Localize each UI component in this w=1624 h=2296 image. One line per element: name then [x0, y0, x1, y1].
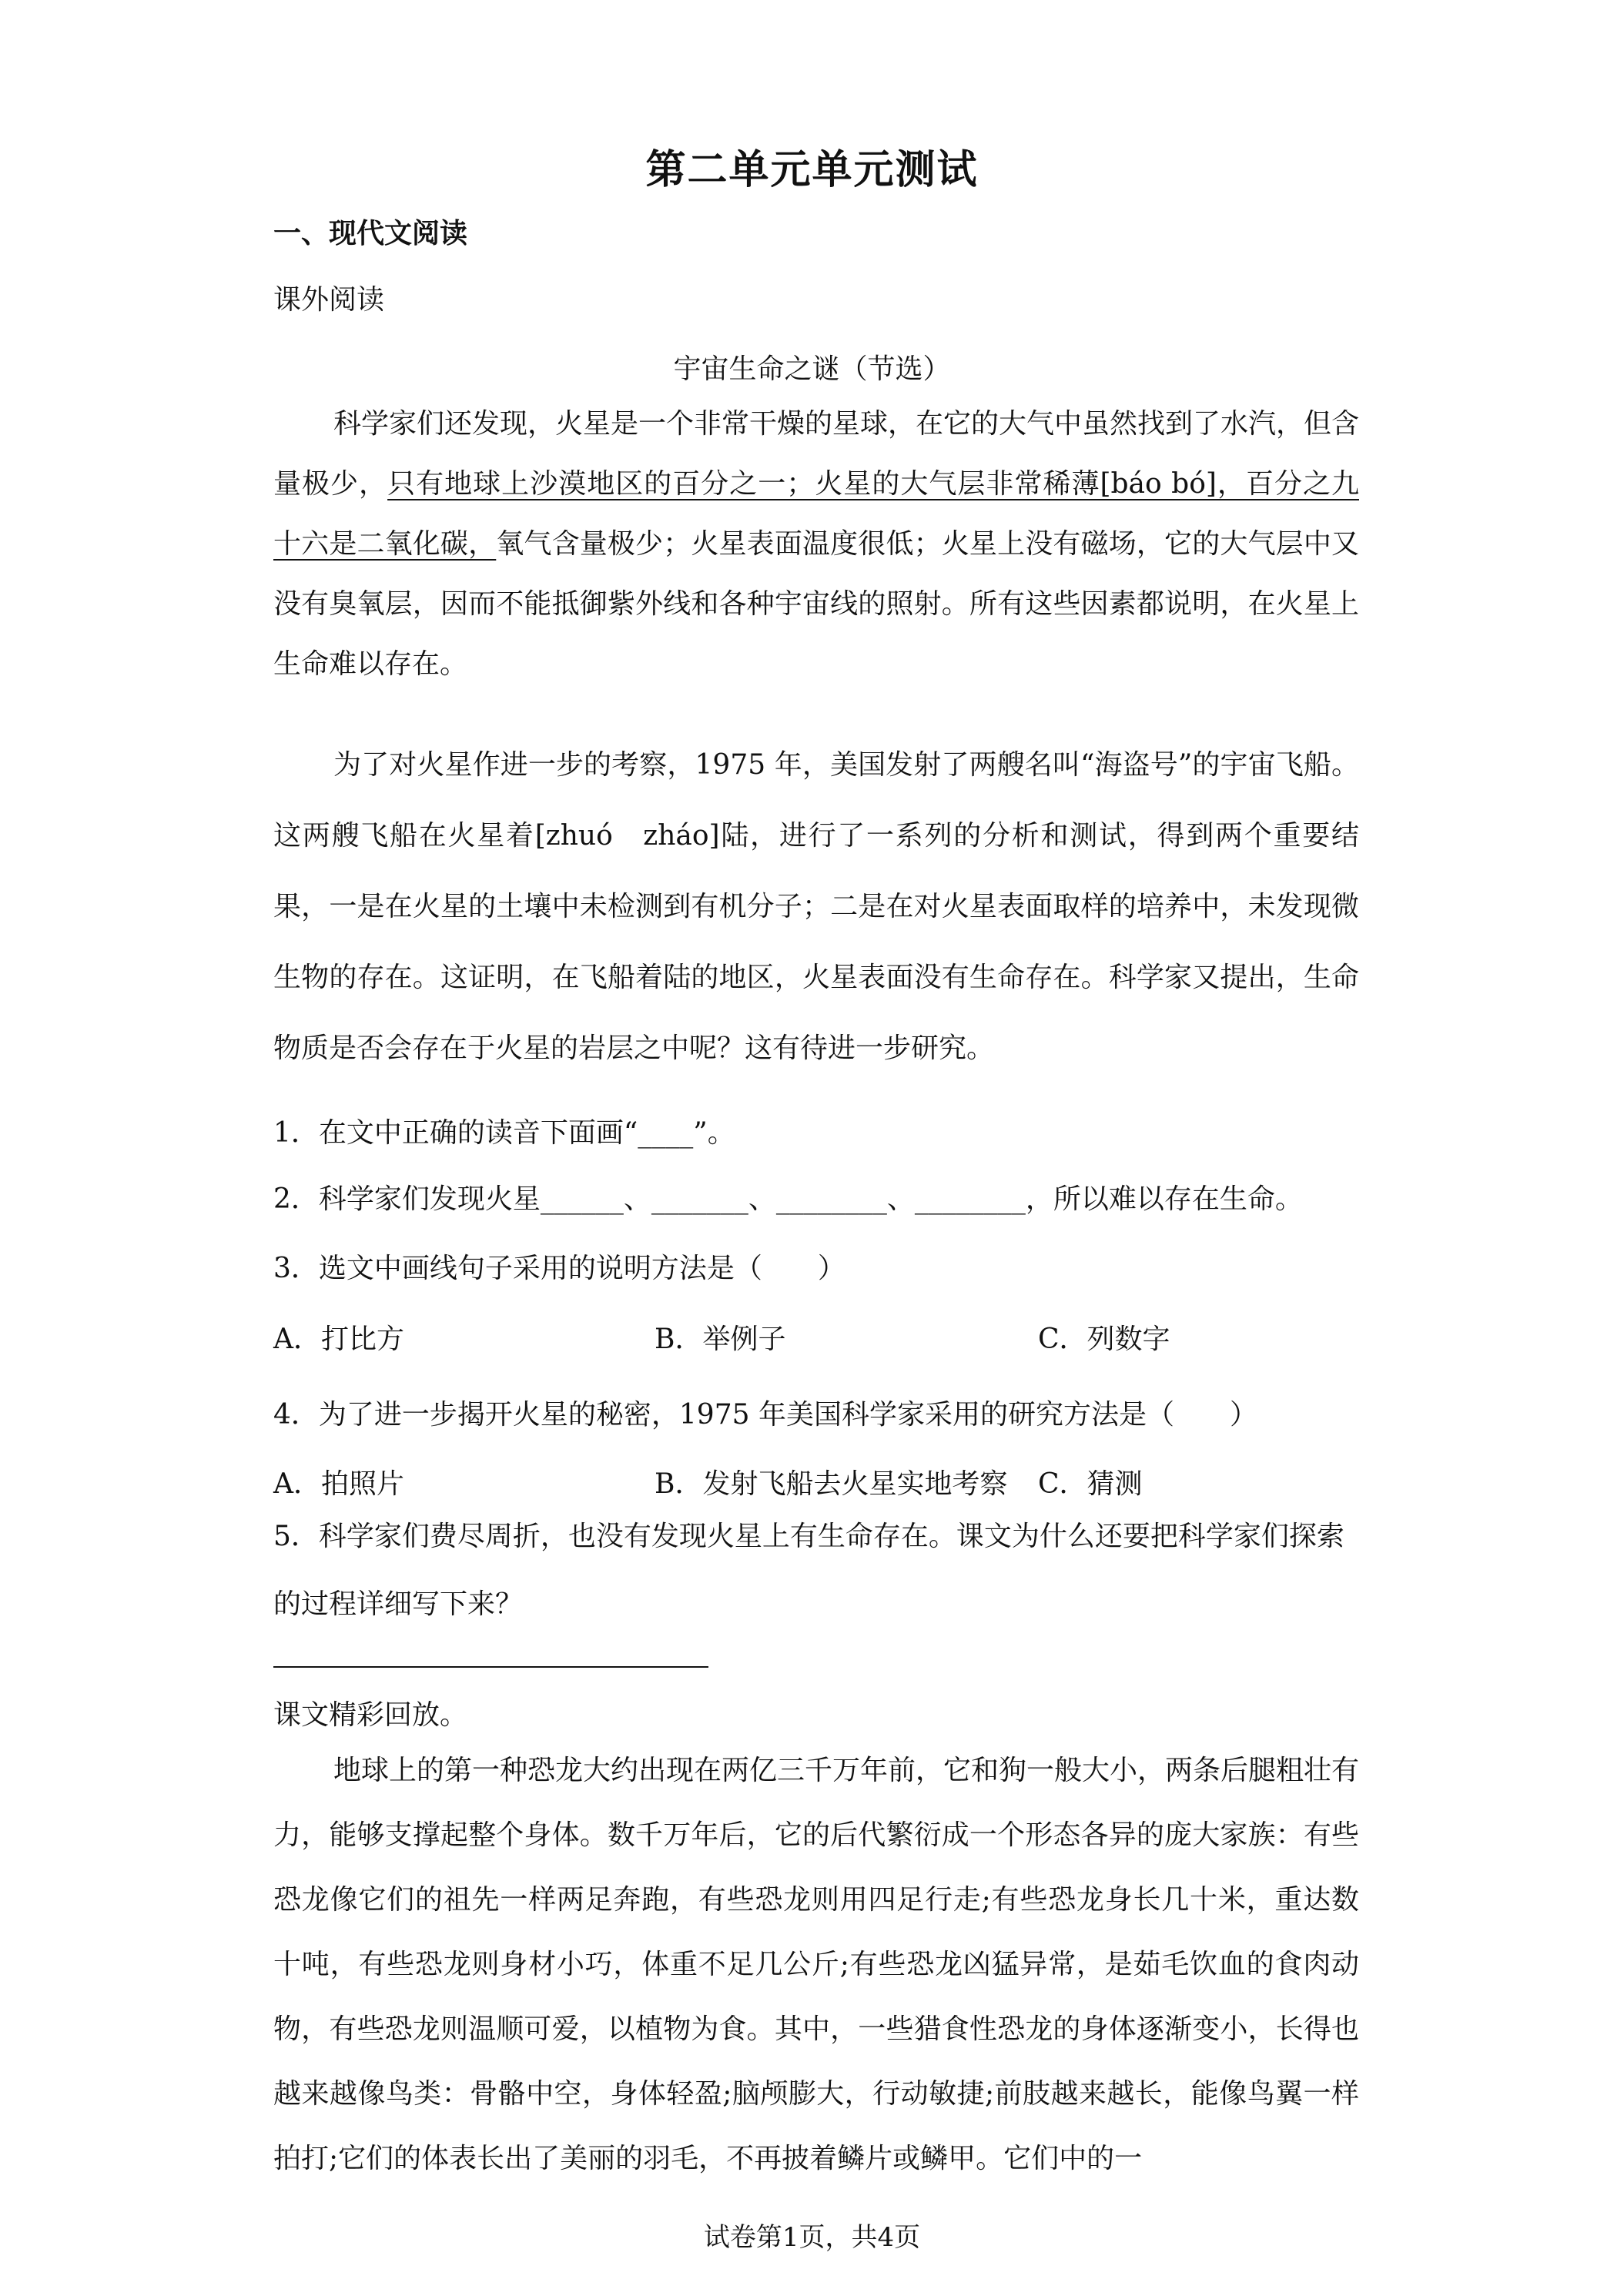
paragraph-1-text-b: 氧气含量极少；火星表面温度很低；火星上没有磁场，它的大气层中又没有臭氧层，因而不能抵御紫外线和各种宇宙线的照射。所有这些因素都说明，在火星上生命难以存在。 [273, 528, 1359, 680]
answer-line [273, 1666, 708, 1668]
question-3-option-b: B．举例子 [655, 1324, 786, 1355]
question-5: 5．科学家们费尽周折，也没有发现火星上有生命存在。课文为什么还要把科学家们探索的过程详细写下来？ [273, 1521, 1344, 1620]
question-4-option-a: A．拍照片 [273, 1468, 404, 1500]
passage-title: 宇宙生命之谜（节选） [673, 353, 951, 385]
section-heading-reading: 一、现代文阅读 [273, 218, 468, 249]
question-3-option-a: A．打比方 [273, 1324, 404, 1355]
question-1: 1．在文中正确的读音下面画“____”。 [273, 1117, 735, 1149]
page-footer: 试卷第1页，共4页 [703, 2222, 921, 2253]
question-3-option-c: C．列数字 [1038, 1324, 1170, 1355]
question-2: 2．科学家们发现火星______、_______、________、________，所以难以存在生命。 [273, 1183, 1303, 1215]
passage-paragraph-1 [273, 394, 1359, 694]
question-4: 4．为了进一步揭开火星的秘密，1975 年美国科学家采用的研究方法是（ ） [273, 1399, 1257, 1431]
page-title: 第二单元单元测试 [645, 147, 979, 193]
label-extracurricular-reading: 课外阅读 [273, 284, 385, 316]
paragraph-1-text-a: 科学家们还发现，火星是一个非常干燥的星球，在它的大气中虽然找到了水汽，但含量极少， [273, 408, 1360, 500]
label-text-review: 课文精彩回放。 [273, 1699, 468, 1731]
question-4-option-c: C．猜测 [1038, 1468, 1143, 1500]
question-3: 3．选文中画线句子采用的说明方法是（ ） [273, 1253, 845, 1284]
question-4-option-b: B．发射飞船去火星实地考察 [655, 1468, 1008, 1500]
passage-paragraph-3: 地球上的第一种恐龙大约出现在两亿三千万年前，它和狗一般大小，两条后腿粗壮有力，能够支撑起整个身体。数千万年后，它的后代繁衍成一个形态各异的庞大家族：有些恐龙像它们的祖先一样两足奔跑，有些恐龙则用四足行走;有些恐龙身长几十米，重达数十吨，有些恐龙则身材小巧，体重不足几公斤;有些恐龙凶猛异常，是茹毛饮血的食肉动物，有些恐龙则温顺可爱，以植物为食。其中，一些猎食性恐龙的身体逐渐变小，长得也越来越像鸟类：骨骼中空，身体轻盈;脑颅膨大，行动敏捷;前肢越来越长，能像鸟翼一样拍打;它们的体表长出了美丽的羽毛，不再披着鳞片或鳞甲。它们中的一 [273, 1755, 1360, 2174]
passage-paragraph-2: 为了对火星作进一步的考察，1975 年，美国发射了两艘名叫“海盗号”的宇宙飞船。这两艘飞船在火星着[zhuó zháo]陆，进行了一系列的分析和测试，得到两个重要结果，一是在火星的土壤中未检测到有机分子；二是在对火星表面取样的培养中，未发现微生物的存在。这证明，在飞船着陆的地区，火星表面没有生命存在。科学家又提出，生命物质是否会存在于火星的岩层之中呢？这有待进一步研究。 [273, 749, 1359, 1064]
underlined-sentence: 只有地球上沙漠地区的百分之一；火星的大气层非常稀薄[báo bó]，百分之九十六是二氧化碳， [273, 468, 1359, 560]
